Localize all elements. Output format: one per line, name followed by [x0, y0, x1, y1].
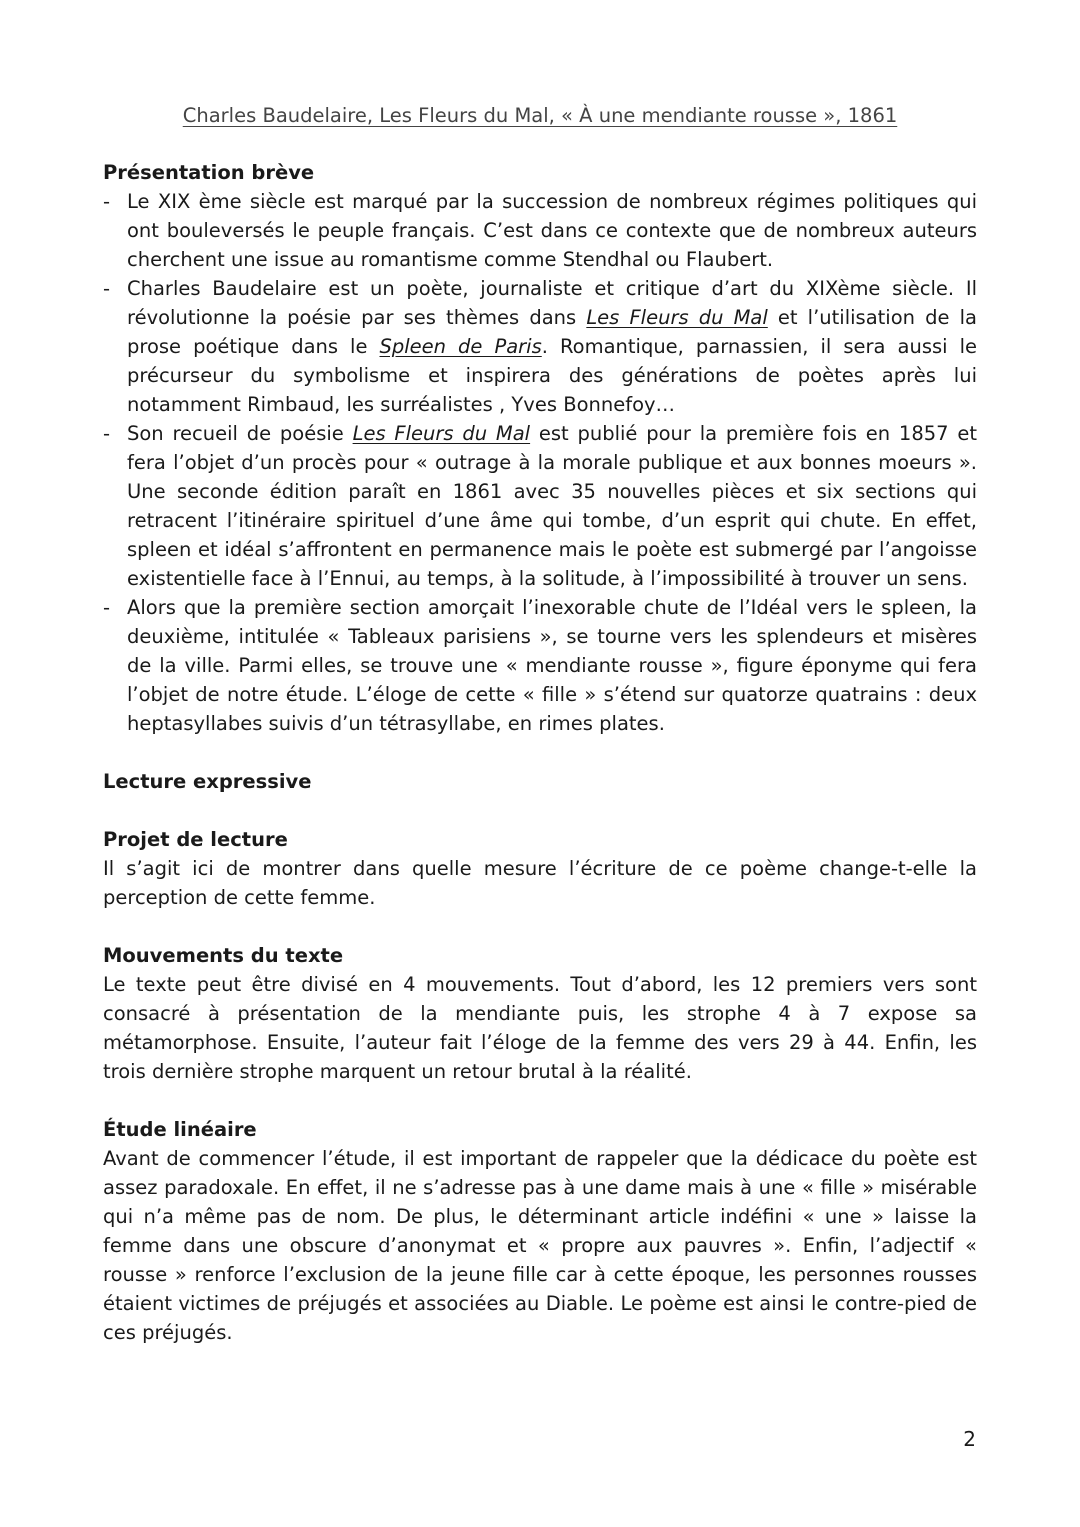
bullet-text: Charles Baudelaire est un poète, journaliste et critique d’art du XIXème siècle. Il révolutionne la poésie par ses thèmes dans — [127, 277, 977, 329]
section-heading-projet: Projet de lecture — [103, 828, 288, 851]
spacer — [103, 1086, 977, 1115]
bullet-text: . Romantique, parnassien, il sera aussi le précurseur du symbolisme et inspirera des générations de poètes après lui notamment Rimbaud, les surréalistes , Yves Bonnefoy… — [127, 335, 977, 416]
projet-paragraph: Il s’agit ici de montrer dans quelle mesure l’écriture de ce poème change-t-elle la perception de cette femme. — [103, 857, 977, 909]
presentation-bullet-2 — [103, 274, 977, 419]
section-heading-mouvements: Mouvements du texte — [103, 944, 344, 967]
spacer — [103, 796, 977, 825]
spacer — [103, 738, 977, 767]
document-title: Charles Baudelaire, Les Fleurs du Mal, « À une mendiante rousse », 1861 — [182, 104, 898, 127]
work-title-fleurs-du-mal: Les Fleurs du Mal — [586, 306, 768, 329]
spacer — [103, 912, 977, 941]
section-heading-presentation: Présentation brève — [103, 161, 315, 184]
presentation-bullet-3 — [103, 419, 977, 593]
work-title-fleurs-du-mal: Les Fleurs du Mal — [352, 422, 531, 445]
etude-paragraph: Avant de commencer l’étude, il est important de rappeler que la dédicace du poète est assez paradoxale. En effet, il ne s’adresse pas à une dame mais à une « fille » misérable qui n’a même pas de nom. De plus, le déterminant article indéfini « une » laisse la femme dans une obscure d’anonymat et « propre aux pauvres ». Enfin, l’adjectif « rousse » renforce l’exclusion de la jeune fille car à cette époque, les personnes rousses étaient victimes de préjugés et associées au Diable. Le poème est ainsi le contre-pied de ces préjugés. — [103, 1147, 977, 1344]
presentation-list — [103, 187, 977, 738]
section-heading-lecture: Lecture expressive — [103, 770, 312, 793]
bullet-text: et l’utilisation de la prose poétique dans le — [127, 306, 978, 358]
mouvements-paragraph: Le texte peut être divisé en 4 mouvements. Tout d’abord, les 12 premiers vers sont consacré à présentation de la mendiante puis, les strophe 4 à 7 expose sa métamorphose. Ensuite, l’auteur fait l’éloge de la femme des vers 29 à 44. Enfin, les trois dernière strophe marquent un retour brutal à la réalité. — [103, 973, 977, 1083]
document-page — [103, 100, 977, 1347]
page-number: 2 — [963, 1427, 976, 1451]
bullet-text: Alors que la première section amorçait l’inexorable chute de l’Idéal vers le spleen, la deuxième, intitulée « Tableaux parisiens », se tourne vers les splendeurs et misères de la ville. Parmi elles, se trouve une « mendiante rousse », figure éponyme qui fera l’objet de notre étude. L’éloge de cette « fille » s’étend sur quatorze quatrains : deux heptasyllabes suivis d’un tétrasyllabe, en rimes plates. — [127, 596, 977, 735]
work-title-spleen-de-paris: Spleen de Paris — [379, 335, 542, 358]
bullet-text: Le XIX ème siècle est marqué par la succession de nombreux régimes politiques qui ont bouleversés le peuple français. C’est dans ce contexte que de nombreux auteurs cherchent une issue au romantisme comme Stendhal ou Flaubert. — [127, 190, 977, 271]
bullet-text: est publié pour la première fois en 1857 et fera l’objet d’un procès pour « outrage à la morale publique et aux bonnes moeurs ». Une seconde édition paraît en 1861 avec 35 nouvelles pièces et six sections qui retracent l’itinéraire spirituel d’une âme qui tombe, d’un esprit qui chute. En effet, spleen et idéal s’affrontent en permanence mais le poète est submergé par l’angoisse existentielle face à l’Ennui, au temps, à la solitude, à l’impossibilité à trouver un sens. — [127, 422, 977, 590]
presentation-bullet-1 — [103, 187, 977, 274]
bullet-text: Son recueil de poésie — [127, 422, 353, 445]
section-heading-etude: Étude linéaire — [103, 1118, 257, 1141]
presentation-bullet-4 — [103, 593, 977, 738]
